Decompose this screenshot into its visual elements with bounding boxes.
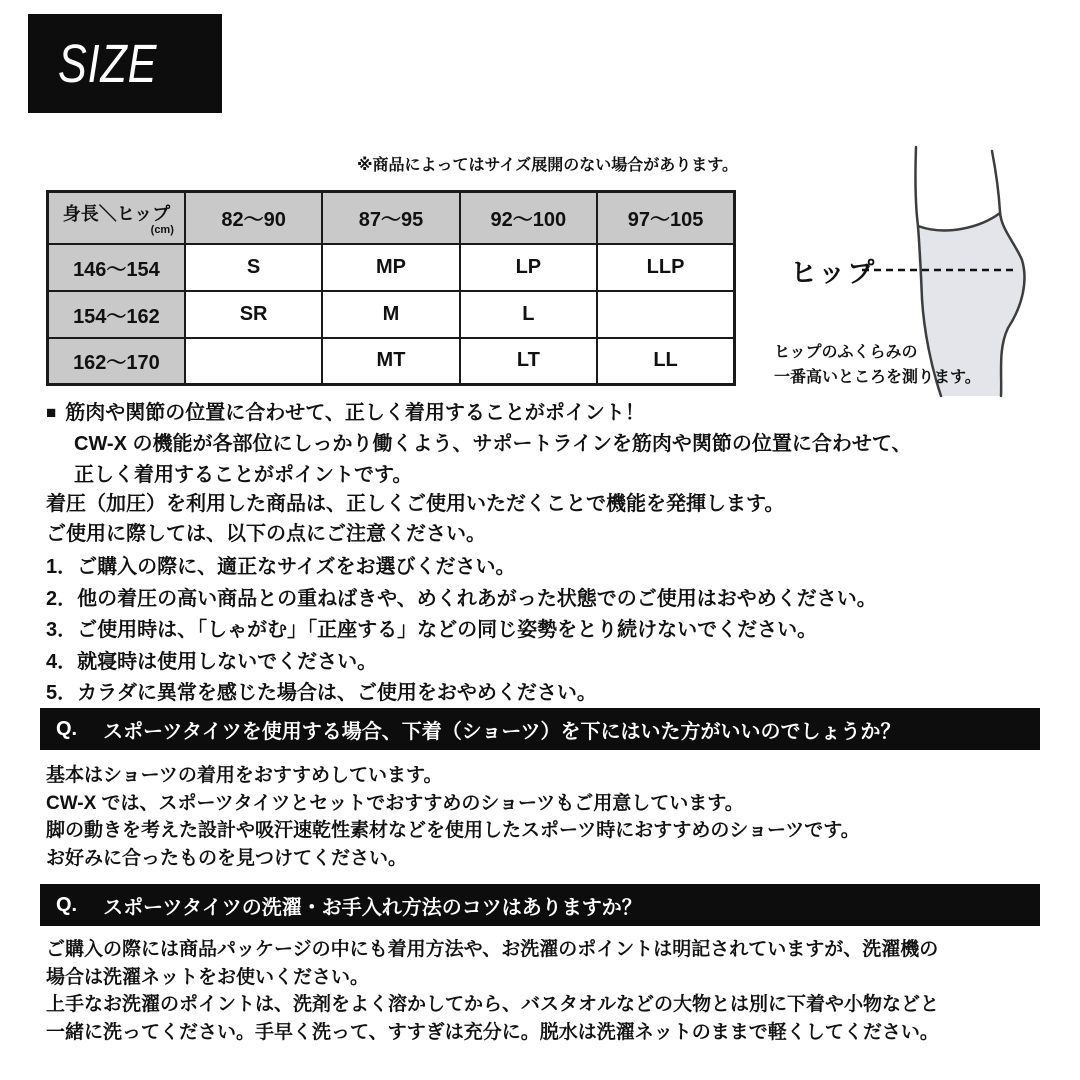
usage-intro-line: ご使用に際しては、以下の点にご注意ください。: [46, 523, 486, 545]
square-bullet-icon: ■: [46, 403, 57, 422]
corner-header-label: 身長＼ヒップ: [62, 204, 171, 225]
size-cell: LL: [597, 338, 734, 385]
size-table-corner-cell: [48, 192, 185, 244]
corner-unit-label: (cm): [150, 224, 174, 237]
fit-point-title: 筋肉や関節の位置に合わせて、正しく着用することがポイント！: [65, 402, 645, 424]
fit-point-body-line: 正しく着用することがポイントです。: [74, 464, 413, 486]
size-title-label: SIZE: [58, 33, 158, 94]
hip-caption-line: ヒップのふくらみの: [774, 344, 918, 361]
size-table-header-row: [48, 192, 735, 244]
usage-intro-line: 着圧（加圧）を利用した商品は、正しくご使用いただくことで機能を発揮します。: [46, 493, 785, 515]
question-prefix: Q.: [56, 717, 78, 740]
hip-label: ヒップ: [790, 258, 877, 288]
faq-answer-line: 場合は洗濯ネットをお使いください。: [46, 966, 370, 988]
fit-point-section: [46, 398, 911, 491]
size-availability-note: ※商品によってはサイズ展開のない場合があります。: [357, 157, 738, 174]
usage-note-item: 3．ご使用時は、「しゃがむ」「正座する」などの同じ姿勢をとり続けないでください。: [46, 619, 818, 641]
usage-note-item: 2．他の着圧の高い商品との重ねばきや、めくれあがった状態でのご使用はおやめください。: [46, 587, 877, 610]
usage-notes-list: [46, 552, 877, 710]
faq-question-bar: [40, 884, 1040, 926]
faq-answer-line: ご購入の際には商品パッケージの中にも着用方法や、お洗濯のポイントは明記されていますが、洗濯機の: [46, 939, 939, 960]
table-row: [48, 291, 735, 338]
question-prefix: Q.: [56, 893, 78, 916]
faq-answer-line: 一緒に洗ってください。手早く洗って、すすぎは充分に。脱水は洗濯ネットのままで軽くしてください。: [46, 1021, 939, 1043]
size-cell: S: [185, 244, 322, 291]
size-cell: M: [322, 291, 459, 338]
faq-answer: [46, 762, 860, 872]
size-cell: LT: [460, 338, 597, 385]
hip-range-header: 82～90: [185, 192, 322, 244]
size-cell: MT: [322, 338, 459, 385]
size-cell: LLP: [597, 244, 734, 291]
faq-question-text: スポーツタイツの洗濯・お手入れ方法のコツはありますか？: [103, 896, 642, 919]
fit-point-title-line: [46, 398, 911, 429]
hip-range-header: 97～105: [597, 192, 734, 244]
table-row: [48, 244, 735, 291]
usage-intro-section: [46, 489, 784, 549]
fit-point-body-line: CW-X の機能が各部位にしっかり働くよう、サポートラインを筋肉や関節の位置に合わせて、: [74, 433, 912, 455]
height-range-cell: 154～162: [48, 291, 185, 338]
faq-answer-line: お好みに合ったものを見つけてください。: [46, 847, 408, 869]
faq-answer-line: 上手なお洗濯のポイントは、洗剤をよく溶かしてから、バスタオルなどの大物とは別に下着や小物などと: [46, 994, 940, 1015]
size-cell: [597, 291, 734, 338]
size-cell: LP: [460, 244, 597, 291]
hip-measurement-illustration: [760, 133, 1050, 398]
hip-range-header: 92～100: [460, 192, 597, 244]
hip-measure-caption: [774, 341, 981, 391]
size-cell: [185, 338, 322, 385]
faq-answer-line: 基本はショーツの着用をおすすめしています。: [46, 765, 443, 786]
faq-answer-line: 脚の動きを考えた設計や吸汗速乾性素材などを使用したスポーツ時におすすめのショーツです。: [46, 820, 860, 841]
usage-note-item: 4．就寝時は使用しないでください。: [46, 650, 378, 673]
usage-note-item: 1．ご購入の際に、適正なサイズをお選びください。: [46, 556, 516, 578]
hip-range-header: 87～95: [322, 192, 459, 244]
hip-caption-line: 一番高いところを測ります。: [774, 368, 981, 386]
faq-question-bar: [40, 708, 1040, 750]
size-table: [46, 190, 736, 386]
faq-answer: [46, 936, 939, 1046]
size-cell: MP: [322, 244, 459, 291]
faq-question-text: スポーツタイツを使用する場合、下着（ショーツ）を下にはいた方がいいのでしょうか？: [103, 720, 901, 743]
faq-answer-line: CW-X では、スポーツタイツとセットでおすすめのショーツもご用意しています。: [46, 792, 744, 814]
table-row: [48, 338, 735, 385]
size-title-box: [28, 14, 222, 113]
height-range-cell: 162～170: [48, 338, 185, 385]
height-range-cell: 146～154: [48, 244, 185, 291]
usage-note-item: 5．カラダに異常を感じた場合は、ご使用をおやめください。: [46, 682, 597, 704]
size-cell: SR: [185, 291, 322, 338]
size-cell: L: [460, 291, 597, 338]
